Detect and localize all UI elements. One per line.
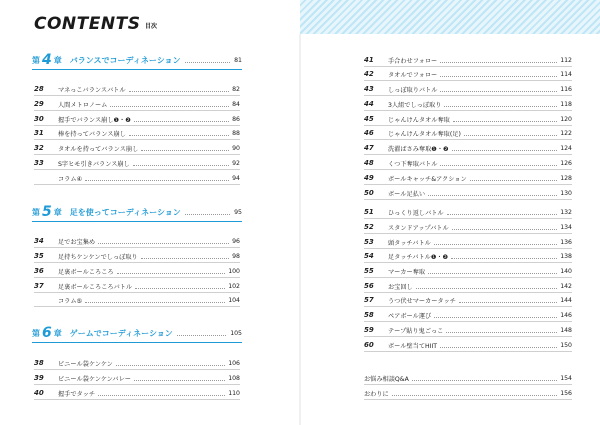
- chapter-4-heading[interactable]: 第 4 章 バランスでコーディネーション 81: [32, 52, 242, 68]
- toc-entry[interactable]: 39 ビニール袋ケンケンバレー 108: [34, 372, 240, 384]
- chapter-page: 81: [234, 56, 242, 64]
- toc-entry[interactable]: 29 人間メトロノーム 84: [34, 98, 240, 110]
- toc-entry[interactable]: 42 タオルでフォロー 114: [364, 68, 572, 80]
- toc-column-entry[interactable]: コラム⑤ 104: [34, 294, 240, 306]
- toc-entry[interactable]: 49 ボールキャッチ&アクション 128: [364, 172, 572, 184]
- toc-entry[interactable]: 58 ペアボール運び 146: [364, 309, 572, 321]
- toc-entry[interactable]: 50 ボール足払い 130: [364, 187, 572, 199]
- page-subtitle: 目次: [145, 23, 158, 30]
- chapter-title: ゲームでコーディネーション: [69, 328, 173, 338]
- toc-entry[interactable]: 60 ボール壁当てHIIT 150: [364, 339, 572, 351]
- toc-entry[interactable]: 40 握手でタッチ 110: [34, 387, 240, 399]
- toc-extra-entry[interactable]: おわりに 156: [364, 387, 572, 399]
- toc-entry[interactable]: 43 しっぽ取りバトル 116: [364, 83, 572, 95]
- toc-entry[interactable]: 35 足持ちケンケンでしっぽ取り 98: [34, 250, 240, 262]
- toc-entry[interactable]: 33 S字ヒモ引きバランス崩し 92: [34, 157, 240, 169]
- toc-entry[interactable]: 30 握手でバランス崩し❶・❷ 86: [34, 113, 240, 125]
- toc-extra-entry[interactable]: お悩み相談Q&A 154: [364, 372, 572, 384]
- toc-entry[interactable]: 47 洗濯ばさみ奪取❶・❷ 124: [364, 142, 572, 154]
- toc-entry[interactable]: 28 マネっこバランスバトル 82: [34, 83, 240, 95]
- toc-entry[interactable]: 52 スタンドアップバトル 134: [364, 221, 572, 233]
- toc-entry[interactable]: 44 3人組でしっぽ取り 118: [364, 98, 572, 110]
- page-title: CONTENTS: [34, 14, 141, 34]
- toc-entry[interactable]: 45 じゃんけんタオル奪取 120: [364, 113, 572, 125]
- chapter-title: 足を使ってコーディネーション: [69, 207, 181, 217]
- toc-entry[interactable]: 41 手合わせフォロー 112: [364, 54, 572, 66]
- toc-entry[interactable]: 36 足裏ボールころころ 100: [34, 265, 240, 277]
- chapter-6-heading[interactable]: 第 6 章 ゲームでコーディネーション 105: [32, 325, 242, 341]
- toc-entry[interactable]: 31 棒を持ってバランス崩し 88: [34, 127, 240, 139]
- page-gutter: [299, 34, 301, 425]
- toc-entry[interactable]: 46 じゃんけんタオル奪取(足) 122: [364, 127, 572, 139]
- toc-entry[interactable]: 59 テープ貼り鬼ごっこ 148: [364, 324, 572, 336]
- toc-entry[interactable]: 37 足裏ボールころころバトル 102: [34, 280, 240, 292]
- toc-entry[interactable]: 34 足でお宝集め 96: [34, 235, 240, 247]
- toc-entry[interactable]: 38 ビニール袋ケンケン 106: [34, 357, 240, 369]
- chapter-5-heading[interactable]: 第 5 章 足を使ってコーディネーション 95: [32, 204, 242, 220]
- toc-entry[interactable]: 56 お宝回し 142: [364, 280, 572, 292]
- toc-entry[interactable]: 48 くつ下奪取バトル 126: [364, 157, 572, 169]
- toc-entry[interactable]: 53 頭タッチバトル 136: [364, 236, 572, 248]
- toc-entry[interactable]: 57 うつ伏せマーカータッチ 144: [364, 294, 572, 306]
- toc-entry[interactable]: 32 タオルを持ってバランス崩し 90: [34, 142, 240, 154]
- chapter-title: バランスでコーディネーション: [69, 55, 181, 65]
- toc-entry[interactable]: 54 足タッチバトル❶・❷ 138: [364, 250, 572, 262]
- toc-entry[interactable]: 55 マーカー奪取 140: [364, 265, 572, 277]
- toc-column-entry[interactable]: コラム④ 94: [34, 172, 240, 184]
- toc-entry[interactable]: 51 ひっくり返しバトル 132: [364, 206, 572, 218]
- chapter-page: 105: [230, 329, 242, 337]
- chapter-page: 95: [234, 208, 242, 216]
